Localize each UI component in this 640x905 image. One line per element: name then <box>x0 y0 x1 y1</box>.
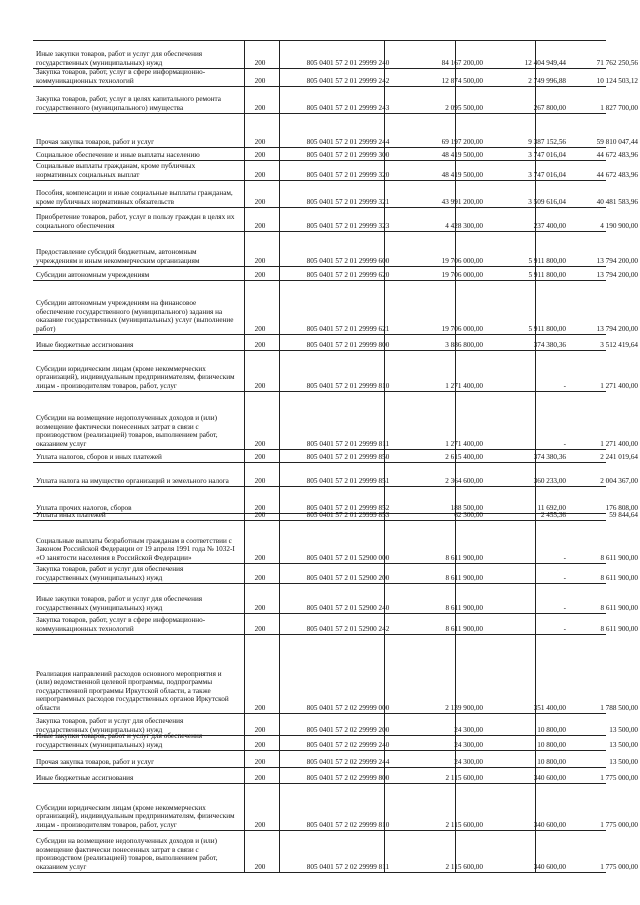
row-budget-code: 805 0401 57 2 01 29999 300 <box>306 150 390 159</box>
row-name: Уплата налога на имущество организаций и земельного налога <box>36 476 229 485</box>
row-budget-code: 805 0401 57 2 01 29999 800 <box>306 340 390 349</box>
row-line-code: 200 <box>254 773 266 782</box>
row-budget-code: 805 0401 57 2 01 29999 810 <box>306 381 390 390</box>
row-remaining-amount: 1 788 500,00 <box>600 703 638 712</box>
row-budget-code: 805 0401 57 2 02 29999 811 <box>306 862 390 871</box>
row-remaining-amount: 13 794 200,00 <box>596 324 638 333</box>
column-divider <box>279 736 280 750</box>
row-executed-amount: - <box>563 603 566 612</box>
row-line-code: 200 <box>254 452 266 461</box>
row-approved-amount: 24 300,00 <box>454 740 483 749</box>
table-row <box>33 86 638 113</box>
table-row <box>33 520 638 563</box>
row-budget-code: 805 0401 57 2 01 29999 621 <box>306 324 390 333</box>
row-name: Субсидии юридическим лицам (кроме некоммерческих организаций), индивидуальным предпринимателям, физическим лицам - производителям товаров, работ, услуг <box>36 803 235 829</box>
column-divider <box>279 635 280 713</box>
column-divider <box>279 784 280 830</box>
row-approved-amount: 2 115 600,00 <box>445 862 483 871</box>
row-remaining-amount: 1 271 400,00 <box>600 381 638 390</box>
row-budget-code: 805 0401 57 2 01 52900 000 <box>306 553 390 562</box>
column-divider <box>279 114 280 147</box>
row-remaining-amount: 1 775 000,00 <box>600 862 638 871</box>
row-line-code: 200 <box>254 340 266 349</box>
row-executed-amount: 5 911 800,00 <box>528 256 566 265</box>
row-remaining-amount: 13 794 200,00 <box>596 256 638 265</box>
row-approved-amount: 8 611 900,00 <box>445 553 483 562</box>
row-line-code: 200 <box>254 58 266 67</box>
row-line-code: 200 <box>254 553 266 562</box>
row-executed-amount: 5 911 800,00 <box>528 270 566 279</box>
row-line-code: 200 <box>254 381 266 390</box>
row-budget-code: 805 0401 57 2 01 29999 620 <box>306 270 390 279</box>
row-name: Субсидии на возмещение недополученных доходов и (или) возмещение фактически понесенных затрат в связи с производством (реализацией) товаров, выполнением работ, оказанием услуг <box>36 837 218 871</box>
row-remaining-amount: 8 611 900,00 <box>600 624 638 633</box>
row-approved-amount: 2 139 900,00 <box>445 703 483 712</box>
row-budget-code: 805 0401 57 2 01 29999 242 <box>306 76 390 85</box>
row-executed-amount: - <box>563 381 566 390</box>
column-divider <box>279 463 280 486</box>
row-approved-amount: 2 615 400,00 <box>445 452 483 461</box>
table-row <box>33 783 638 830</box>
column-divider <box>279 584 280 613</box>
row-approved-amount: 19 706 000,00 <box>441 256 483 265</box>
table-row <box>33 350 638 391</box>
row-budget-code: 805 0401 57 2 01 52900 200 <box>306 573 390 582</box>
row-budget-code: 805 0401 57 2 01 29999 320 <box>306 170 390 179</box>
row-remaining-amount: 2 004 367,00 <box>600 476 638 485</box>
table-row <box>33 462 638 486</box>
row-line-code: 200 <box>254 740 266 749</box>
row-executed-amount: 10 800,00 <box>537 725 566 734</box>
row-budget-code: 805 0401 57 2 01 29999 243 <box>306 103 390 112</box>
row-budget-code: 805 0401 57 2 01 29999 240 <box>306 58 390 67</box>
column-divider <box>279 831 280 872</box>
column-divider <box>279 208 280 231</box>
row-executed-amount: 374 380,36 <box>533 340 566 349</box>
row-remaining-amount: 8 611 900,00 <box>600 573 638 582</box>
row-remaining-amount: 1 775 000,00 <box>600 773 638 782</box>
row-name: Иные бюджетные ассигнования <box>36 340 134 349</box>
row-executed-amount: 3 747 016,04 <box>528 150 566 159</box>
row-name: Уплата иных платежей <box>36 510 106 519</box>
row-line-code: 200 <box>254 197 266 206</box>
row-executed-amount: - <box>563 573 566 582</box>
row-name: Закупка товаров, работ, услуг в сфере информационно-коммуникационных технологий <box>36 616 206 633</box>
column-divider <box>279 351 280 391</box>
row-executed-amount: 2 749 996,88 <box>528 76 566 85</box>
row-executed-amount: 10 800,00 <box>537 757 566 766</box>
row-executed-amount: 360 233,00 <box>533 476 566 485</box>
table-row <box>33 583 638 613</box>
row-approved-amount: 4 428 300,00 <box>445 221 483 230</box>
row-budget-code: 805 0401 57 2 01 29999 811 <box>306 439 390 448</box>
row-executed-amount: 340 600,00 <box>533 862 566 871</box>
row-executed-amount: - <box>563 553 566 562</box>
column-divider <box>279 714 280 735</box>
column-divider <box>279 450 280 462</box>
row-name: Прочая закупка товаров, работ и услуг <box>36 757 155 766</box>
row-name: Закупка товаров, работ и услуг для обеспечения государственных (муниципальных) нужд <box>36 717 184 734</box>
row-executed-amount: 9 387 152,56 <box>528 137 566 146</box>
table-row <box>33 207 638 231</box>
table-row <box>33 280 638 334</box>
row-remaining-amount: 40 481 583,96 <box>596 197 638 206</box>
row-name: Социальные выплаты безработным гражданам в соответствии с Законом Российской Федерации от 19 апреля 1991 года № 1032-I «О занятости населения в Российской Федерации» <box>36 536 235 562</box>
row-line-code: 200 <box>254 439 266 448</box>
column-divider <box>279 521 280 563</box>
row-approved-amount: 19 706 000,00 <box>441 270 483 279</box>
row-remaining-amount: 1 827 700,00 <box>600 103 638 112</box>
column-divider <box>279 41 280 68</box>
row-name: Пособия, компенсации и иные социальные выплаты гражданам, кроме публичных нормативных обязательств <box>36 189 233 206</box>
table-row <box>33 180 638 207</box>
row-remaining-amount: 13 500,00 <box>609 725 638 734</box>
table-row <box>33 767 638 783</box>
row-executed-amount: 10 800,00 <box>537 740 566 749</box>
row-name: Социальные выплаты гражданам, кроме публичных нормативных социальных выплат <box>36 162 196 179</box>
row-line-code: 200 <box>254 103 266 112</box>
table-row <box>33 113 638 147</box>
column-divider <box>279 87 280 113</box>
row-executed-amount: 267 800,00 <box>533 103 566 112</box>
row-approved-amount: 1 271 400,00 <box>445 381 483 390</box>
row-approved-amount: 24 300,00 <box>454 757 483 766</box>
row-name: Прочая закупка товаров, работ и услуг <box>36 137 155 146</box>
row-approved-amount: 12 874 500,00 <box>441 76 483 85</box>
row-executed-amount: 5 911 800,00 <box>528 324 566 333</box>
row-approved-amount: 8 611 900,00 <box>445 603 483 612</box>
table-row <box>33 510 638 520</box>
row-budget-code: 805 0401 57 2 01 52900 240 <box>306 603 390 612</box>
row-budget-code: 805 0401 57 2 02 29999 244 <box>306 757 390 766</box>
column-divider <box>279 614 280 634</box>
row-remaining-amount: 13 500,00 <box>609 757 638 766</box>
row-remaining-amount: 3 512 419,64 <box>600 340 638 349</box>
table-row <box>33 613 638 634</box>
row-name: Закупка товаров, работ и услуг для обеспечения государственных (муниципальных) нужд <box>36 565 184 582</box>
row-remaining-amount: 176 808,00 <box>605 503 638 512</box>
row-executed-amount: - <box>563 439 566 448</box>
column-divider <box>384 635 385 713</box>
row-budget-code: 805 0401 57 2 01 29999 850 <box>306 452 390 461</box>
table-row <box>33 391 638 449</box>
row-line-code: 200 <box>254 703 266 712</box>
column-divider <box>279 69 280 86</box>
table-row <box>33 40 638 68</box>
column-divider <box>279 487 280 513</box>
row-budget-code: 805 0401 57 2 01 29999 323 <box>306 221 390 230</box>
row-name: Иные бюджетные ассигнования <box>36 773 134 782</box>
column-divider <box>279 564 280 583</box>
row-remaining-amount: 1 271 400,00 <box>600 439 638 448</box>
row-line-code: 200 <box>254 150 266 159</box>
row-approved-amount: 188 500,00 <box>450 503 483 512</box>
row-remaining-amount: 4 190 900,00 <box>600 221 638 230</box>
row-remaining-amount: 13 500,00 <box>609 740 638 749</box>
table-row <box>33 160 638 180</box>
row-approved-amount: 2 115 600,00 <box>445 820 483 829</box>
table-row <box>33 147 638 160</box>
column-divider <box>279 392 280 449</box>
table-row <box>33 449 638 462</box>
column-divider <box>279 181 280 207</box>
column-divider <box>244 635 245 713</box>
column-divider <box>279 148 280 160</box>
row-executed-amount: 340 600,00 <box>533 820 566 829</box>
row-executed-amount: 237 400,00 <box>533 221 566 230</box>
table-row <box>33 634 638 713</box>
column-divider <box>279 267 280 280</box>
row-remaining-amount: 2 241 019,64 <box>600 452 638 461</box>
row-line-code: 200 <box>254 573 266 582</box>
row-name: Субсидии юридическим лицам (кроме некоммерческих организаций), индивидуальным предпринимателям, физическим лицам - производителям товаров, работ, услуг <box>36 364 235 390</box>
row-name: Предоставление субсидий бюджетным, автономным учреждениям и иным некоммерческим организациям <box>36 248 200 265</box>
row-budget-code: 805 0401 57 2 02 29999 800 <box>306 773 390 782</box>
row-remaining-amount: 1 775 000,00 <box>600 820 638 829</box>
row-line-code: 200 <box>254 820 266 829</box>
table-row <box>33 830 638 873</box>
table-row <box>33 486 638 513</box>
table-row <box>33 334 638 350</box>
row-remaining-amount: 44 672 483,96 <box>596 170 638 179</box>
row-budget-code: 805 0401 57 2 02 29999 240 <box>306 740 390 749</box>
row-line-code: 200 <box>254 757 266 766</box>
row-name: Иные закупки товаров, работ и услуг для обеспечения государственных (муниципальных) нужд <box>36 50 203 67</box>
row-line-code: 200 <box>254 256 266 265</box>
row-name: Социальное обеспечение и иные выплаты населению <box>36 150 200 159</box>
row-name: Приобретение товаров, работ, услуг в пользу граждан в целях их социального обеспечения <box>36 213 235 230</box>
row-executed-amount: - <box>563 624 566 633</box>
column-divider <box>279 335 280 350</box>
row-remaining-amount: 71 762 250,56 <box>596 58 638 67</box>
row-name: Иные закупки товаров, работ и услуг для обеспечения государственных (муниципальных) нужд <box>36 732 203 749</box>
row-line-code: 200 <box>254 76 266 85</box>
row-approved-amount: 1 271 400,00 <box>445 439 483 448</box>
table-row <box>33 732 638 750</box>
row-remaining-amount: 59 810 047,44 <box>596 137 638 146</box>
row-name: Субсидии автономным учреждениям на финансовое обеспечение государственного (муниципального) задания на оказание государственных (муниципальных) услуг (выполнение работ) <box>36 299 234 333</box>
row-line-code: 200 <box>254 503 266 512</box>
row-line-code: 200 <box>254 137 266 146</box>
row-budget-code: 805 0401 57 2 02 29999 810 <box>306 820 390 829</box>
table-row <box>33 68 638 86</box>
row-approved-amount: 62 300,00 <box>454 510 483 519</box>
row-approved-amount: 2 364 600,00 <box>445 476 483 485</box>
row-executed-amount: 11 692,00 <box>537 503 566 512</box>
row-line-code: 200 <box>254 603 266 612</box>
row-remaining-amount: 10 124 503,12 <box>596 76 638 85</box>
row-remaining-amount: 59 844,64 <box>609 510 638 519</box>
row-budget-code: 805 0401 57 2 01 29999 852 <box>306 503 390 512</box>
row-approved-amount: 8 611 900,00 <box>445 573 483 582</box>
row-budget-code: 805 0401 57 2 01 29999 853 <box>306 510 390 519</box>
row-line-code: 200 <box>254 170 266 179</box>
row-executed-amount: 3 509 616,04 <box>528 197 566 206</box>
row-name: Субсидии автономным учреждениям <box>36 270 150 279</box>
row-name: Иные закупки товаров, работ и услуг для обеспечения государственных (муниципальных) нужд <box>36 595 203 612</box>
column-divider <box>279 751 280 767</box>
row-line-code: 200 <box>254 862 266 871</box>
table-row <box>33 231 638 266</box>
column-divider <box>455 635 456 713</box>
row-line-code: 200 <box>254 221 266 230</box>
row-remaining-amount: 8 611 900,00 <box>600 603 638 612</box>
row-budget-code: 805 0401 57 2 01 52900 242 <box>306 624 390 633</box>
row-executed-amount: 374 380,36 <box>533 452 566 461</box>
row-executed-amount: 3 747 016,04 <box>528 170 566 179</box>
row-budget-code: 805 0401 57 2 01 29999 244 <box>306 137 390 146</box>
row-name: Уплата налогов, сборов и иных платежей <box>36 452 162 461</box>
row-executed-amount: 340 600,00 <box>533 773 566 782</box>
row-approved-amount: 3 886 800,00 <box>445 340 483 349</box>
row-approved-amount: 69 197 200,00 <box>441 137 483 146</box>
row-approved-amount: 48 419 500,00 <box>441 150 483 159</box>
row-executed-amount: 351 400,00 <box>533 703 566 712</box>
row-remaining-amount: 13 794 200,00 <box>596 270 638 279</box>
row-budget-code: 805 0401 57 2 02 29999 200 <box>306 725 390 734</box>
row-executed-amount: 12 404 949,44 <box>524 58 566 67</box>
row-approved-amount: 24 300,00 <box>454 725 483 734</box>
row-approved-amount: 2 115 600,00 <box>445 773 483 782</box>
column-divider <box>279 232 280 266</box>
row-executed-amount: 2 455,36 <box>540 510 566 519</box>
column-divider <box>535 635 536 713</box>
row-budget-code: 805 0401 57 2 02 29999 000 <box>306 703 390 712</box>
row-approved-amount: 8 611 900,00 <box>445 624 483 633</box>
row-approved-amount: 48 419 500,00 <box>441 170 483 179</box>
row-name: Уплата прочих налогов, сборов <box>36 503 132 512</box>
row-budget-code: 805 0401 57 2 01 29999 851 <box>306 476 390 485</box>
row-name: Закупка товаров, работ, услуг в целях капитального ремонта государственного (муниципального) имущества <box>36 95 221 112</box>
row-name: Реализация направлений расходов основного мероприятия и (или) ведомственной целевой программы, подпрограммы государственной программы Иркутской области, а также непрограммных расходов государственных органов Иркутской области <box>36 669 229 712</box>
row-name: Закупка товаров, работ, услуг в сфере информационно-коммуникационных технологий <box>36 68 206 85</box>
row-line-code: 200 <box>254 725 266 734</box>
row-approved-amount: 19 706 000,00 <box>441 324 483 333</box>
row-name: Субсидии на возмещение недополученных доходов и (или) возмещение фактически понесенных затрат в связи с производством (реализацией) товаров, выполнением работ, оказанием услуг <box>36 414 218 448</box>
table-row <box>33 750 638 767</box>
row-remaining-amount: 44 672 483,96 <box>596 150 638 159</box>
row-approved-amount: 43 991 200,00 <box>441 197 483 206</box>
row-remaining-amount: 8 611 900,00 <box>600 553 638 562</box>
row-budget-code: 805 0401 57 2 01 29999 600 <box>306 256 390 265</box>
table-row <box>33 266 638 280</box>
column-divider <box>279 768 280 783</box>
row-approved-amount: 84 167 200,00 <box>441 58 483 67</box>
row-line-code: 200 <box>254 476 266 485</box>
column-divider <box>279 281 280 334</box>
row-line-code: 200 <box>254 324 266 333</box>
row-line-code: 200 <box>254 270 266 279</box>
column-divider <box>279 161 280 180</box>
row-budget-code: 805 0401 57 2 01 29999 321 <box>306 197 390 206</box>
row-approved-amount: 2 095 500,00 <box>445 103 483 112</box>
row-line-code: 200 <box>254 624 266 633</box>
row-line-code: 200 <box>254 510 266 519</box>
table-row <box>33 563 638 583</box>
